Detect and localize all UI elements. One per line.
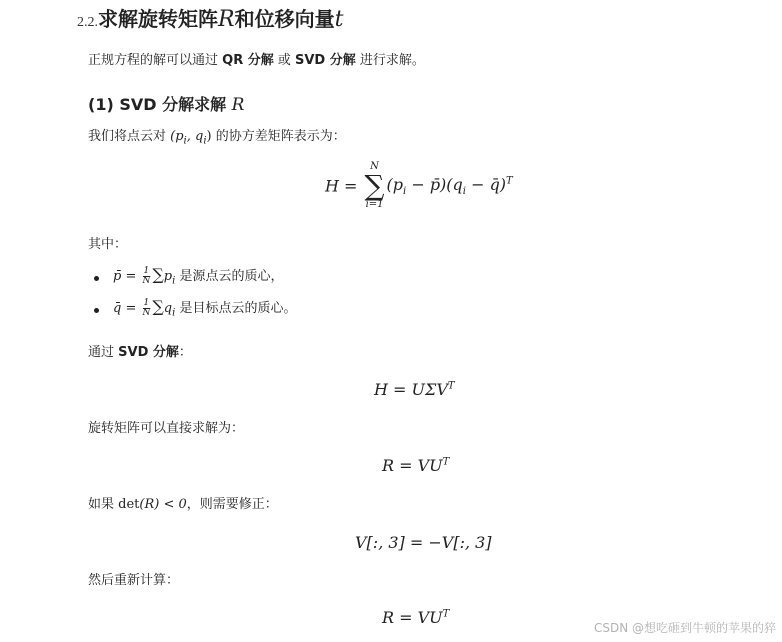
- equation-correction: V[:, 3] = −V[:, 3]: [355, 533, 492, 552]
- intro-text-b: 或: [273, 53, 295, 68]
- subsection-var-r: R: [231, 95, 245, 115]
- subsection-heading: [88, 92, 244, 115]
- intro-text-a: 正规方程的解可以通过: [88, 53, 223, 68]
- bullet-item-target-centroid: q̄ = $\frac{1}{N}$ $\sum q_i$ 是目标点云的质心。: [113, 297, 297, 319]
- fraction: $\frac{1}{N}$: [142, 266, 151, 286]
- section-number: 2.2.: [77, 15, 98, 30]
- intro-bold-qr: QR 分解: [222, 53, 274, 68]
- subsection-title: (1) SVD 分解求解: [88, 95, 232, 114]
- section-title-mid: 和位移向量: [234, 7, 335, 31]
- rotation-intro: 旋转矩阵可以直接求解为：: [88, 421, 245, 436]
- bullet-item-source-centroid: p̄ = $\frac{1}{N}$ $\sum p_i$ 是源点云的质心，: [113, 265, 284, 287]
- equation-covariance: H = N ∑ i=1 ($p_i$ − $p̄)(q_i$ − q̄)$^T$: [325, 161, 513, 210]
- sum-symbol: N ∑ i=1: [364, 161, 385, 210]
- svd-intro: 通过 SVD 分解：: [88, 345, 192, 360]
- recompute-intro: 然后重新计算：: [88, 573, 180, 588]
- csdn-watermark: CSDN @想吃砸到牛顿的苹果的猝: [593, 621, 776, 635]
- intro-text-c: 进行求解。: [355, 53, 425, 68]
- section-title-prefix: 求解旋转矩阵: [98, 7, 218, 31]
- equation-svd: $H = U\Sigma V^T$: [374, 380, 455, 399]
- bullet-dot: [94, 276, 99, 281]
- section-var-t: t: [334, 7, 344, 32]
- equation-rotation-recomputed: $R = VU^T$: [382, 608, 450, 627]
- bullet-dot: [94, 308, 99, 313]
- intro-paragraph: [88, 52, 425, 70]
- where-label: 其中：: [88, 237, 128, 252]
- det-intro: 如果 det(R) < 0，则需要修正：: [88, 497, 278, 512]
- cov-math: ($p_i$, $q_i$): [170, 129, 212, 147]
- covariance-intro: [88, 128, 346, 151]
- section-heading: [77, 3, 343, 35]
- equation-rotation: $R = VU^T$: [382, 456, 450, 475]
- cov-text-b: 的协方差矩阵表示为：: [211, 129, 346, 144]
- intro-bold-svd: SVD 分解: [295, 53, 356, 68]
- fraction: $\frac{1}{N}$: [142, 298, 151, 318]
- section-var-r: R: [218, 7, 235, 32]
- cov-text-a: 我们将点云对: [88, 129, 171, 144]
